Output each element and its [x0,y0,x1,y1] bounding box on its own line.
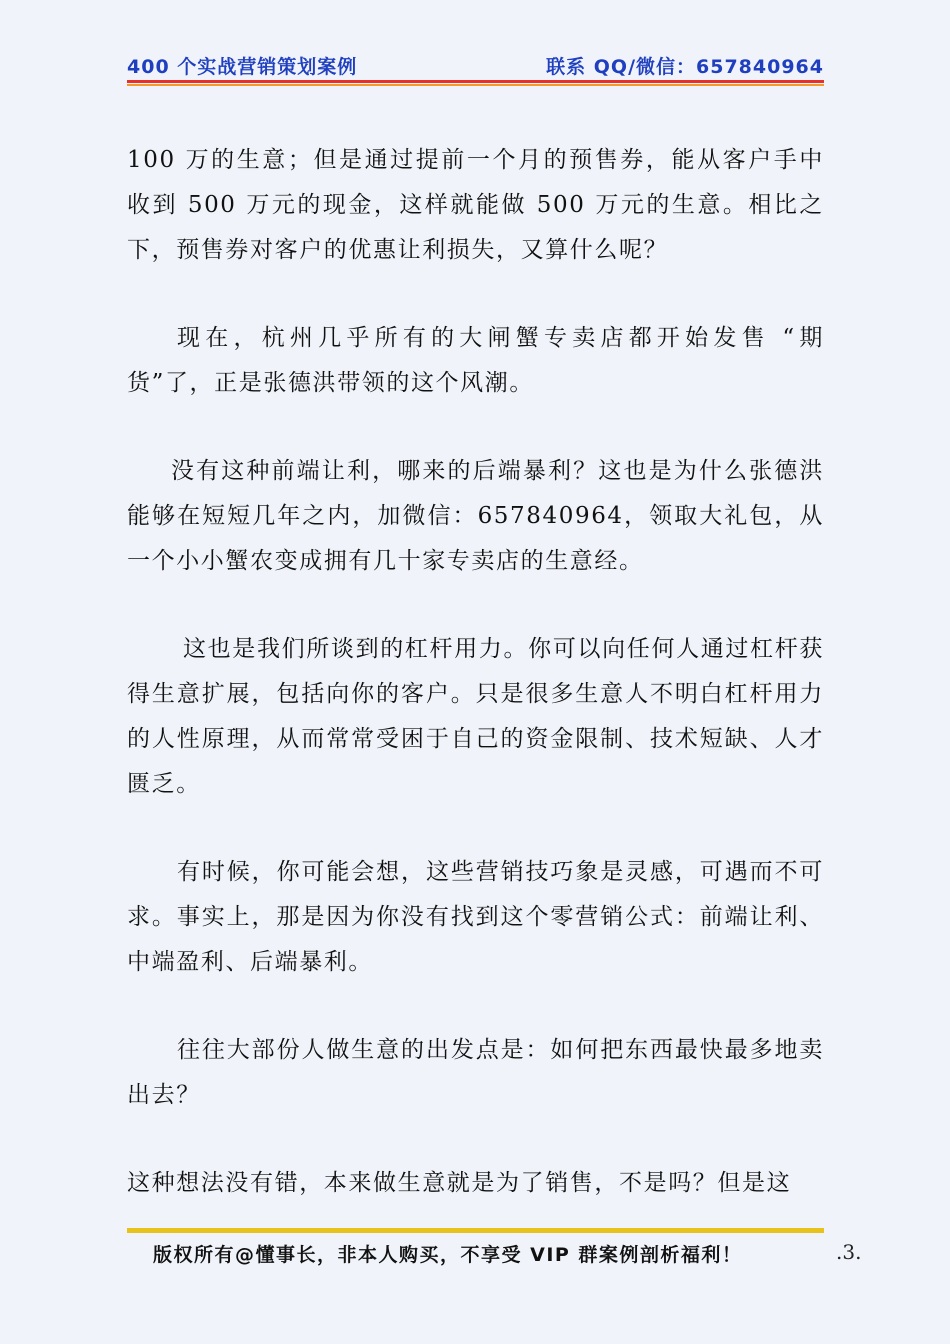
footer-divider [127,1228,824,1233]
header-title: 400 个实战营销策划案例 [127,56,358,78]
paragraph-4: 这也是我们所谈到的杠杆用力。你可以向任何人通过杠杆获得生意扩展，包括向你的客户。只是很多生意人不明白杠杆用力的人性原理，从而常常受困于自己的资金限制、技术短缺、人才匮乏。 [127,636,824,797]
body-text [127,138,824,1206]
page-number: .3. [836,1240,862,1264]
footer-copyright: 版权所有@懂事长，非本人购买，不享受 VIP 群案例剖析福利！ [153,1244,743,1266]
paragraph-7: 这种想法没有错，本来做生意就是为了销售，不是吗？但是这 [127,1170,792,1196]
paragraph-6: 往往大部份人做生意的出发点是：如何把东西最快最多地卖出去？ [127,1037,824,1108]
header-divider-red [127,80,824,83]
header-contact: 联系 QQ/微信：657840964 [546,56,824,78]
page-header [127,52,824,82]
paragraph-2: 现在，杭州几乎所有的大闸蟹专卖店都开始发售 “期货”了，正是张德洪带领的这个风潮。 [127,325,824,396]
paragraph-1: 100 万的生意；但是通过提前一个月的预售券，能从客户手中收到 500 万元的现金，这样就能做 500 万元的生意。相比之下，预售券对客户的优惠让利损失，又算什么呢？ [127,147,824,263]
header-divider-orange [127,84,824,86]
paragraph-5: 有时候，你可能会想，这些营销技巧象是灵感，可遇而不可求。事实上，那是因为你没有找到这个零营销公式：前端让利、中端盈利、后端暴利。 [127,859,824,975]
paragraph-3: 没有这种前端让利，哪来的后端暴利？这也是为什么张德洪能够在短短几年之内，加微信：657840964，领取大礼包，从一个小小蟹农变成拥有几十家专卖店的生意经。 [127,458,824,574]
